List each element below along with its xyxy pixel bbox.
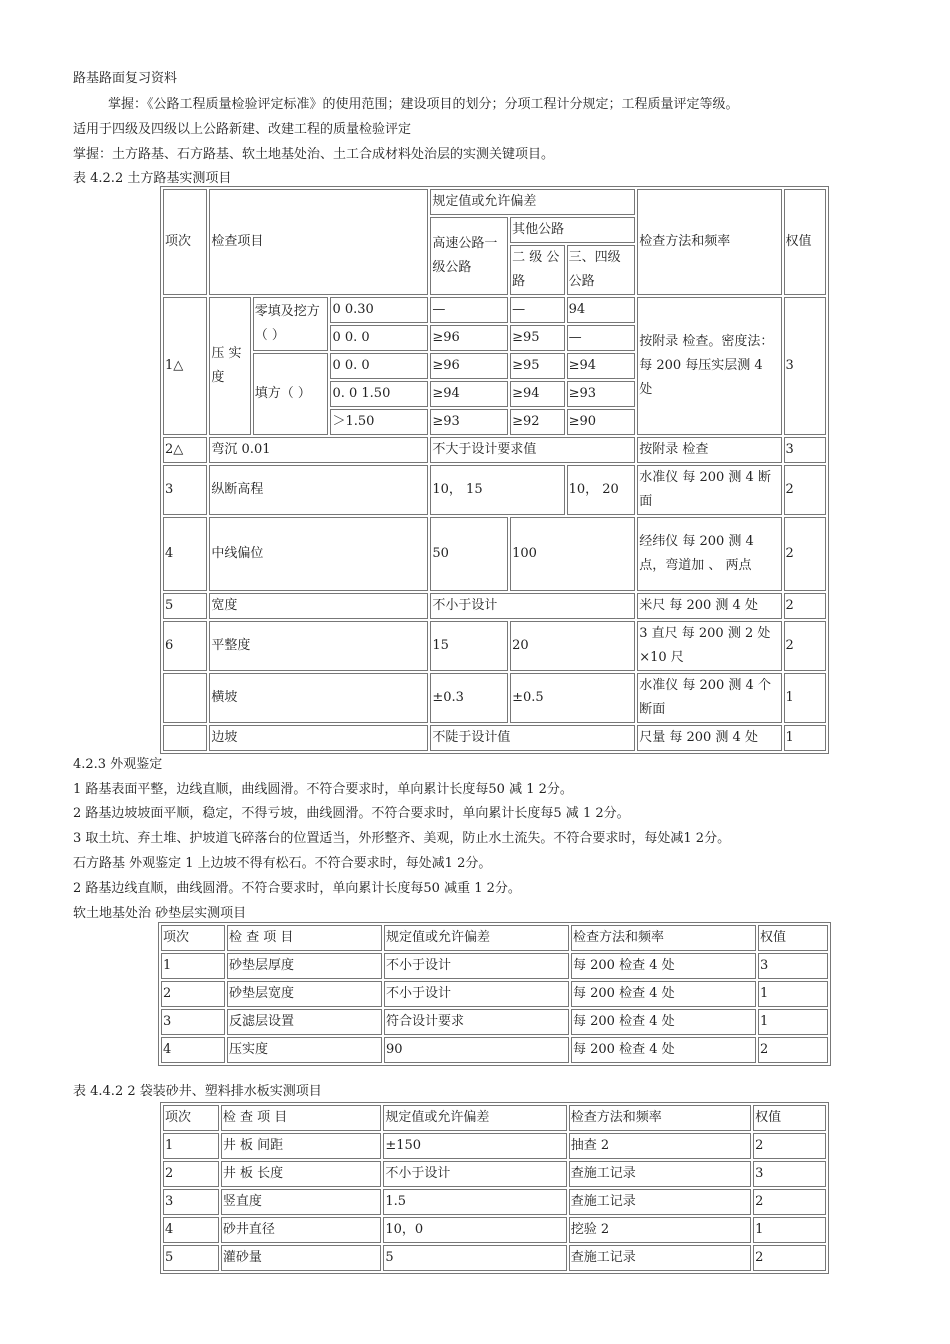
table-row — [163, 465, 826, 515]
cell: 砂垫层厚度 — [227, 953, 382, 979]
cell: 1 — [753, 1217, 826, 1243]
cell: 井 板 间距 — [221, 1133, 381, 1159]
row-spec-a: 15 — [430, 621, 508, 671]
cell: 4 — [161, 1037, 225, 1063]
cell: 2 — [753, 1189, 826, 1215]
row-spec-a: ±0.3 — [430, 673, 508, 723]
table-row — [163, 1245, 826, 1271]
row-weight: 1 — [784, 725, 826, 751]
compaction-g34: ≥93 — [567, 381, 636, 407]
header-item: 检查项目 — [209, 189, 428, 295]
row-seq: 3 — [163, 465, 207, 515]
row-item: 纵断高程 — [209, 465, 428, 515]
cell: 反滤层设置 — [227, 1009, 382, 1035]
cell: 井 板 长度 — [221, 1161, 381, 1187]
row-spec-b: 100 — [510, 517, 635, 591]
compaction-seq: 1△ — [163, 297, 207, 435]
row-item: 横坡 — [209, 673, 428, 723]
appearance-line: 石方路基 外观鉴定 1 上边坡不得有松石。不符合要求时，每处减1 2分。 — [73, 856, 492, 871]
row-item: 边坡 — [209, 725, 428, 751]
header-grade34: 三、四级公路 — [567, 245, 636, 295]
cell: 1.5 — [383, 1189, 566, 1215]
cell: 1 — [163, 1133, 219, 1159]
header-seq: 项次 — [161, 925, 225, 951]
row-method: 经纬仪 每 200 测 4 点，弯道加 、 两点 — [637, 517, 781, 591]
compaction-depth: 0 0.30 — [330, 297, 428, 323]
row-item: 中线偏位 — [209, 517, 428, 591]
cell: 砂井直径 — [221, 1217, 381, 1243]
row-seq — [163, 673, 207, 723]
row-seq: 6 — [163, 621, 207, 671]
header-weight: 权值 — [753, 1105, 826, 1131]
header-grade2: 二 级 公路 — [510, 245, 565, 295]
compaction-g2: ≥95 — [510, 353, 565, 379]
cell: 90 — [384, 1037, 569, 1063]
compaction-hw: ≥96 — [430, 353, 508, 379]
row-method: 米尺 每 200 测 4 处 — [637, 593, 781, 619]
header-weight: 权值 — [758, 925, 828, 951]
row-method: 3 直尺 每 200 测 2 处×10 尺 — [637, 621, 781, 671]
table-row — [163, 1133, 826, 1159]
cell: 每 200 检查 4 处 — [571, 1009, 756, 1035]
table-row — [161, 981, 828, 1007]
intro-line-3: 掌握：土方路基、石方路基、软土地基处治、土工合成材料处治层的实测关键项目。 — [73, 147, 555, 162]
appearance-line: 1 路基表面平整，边线直顺，曲线圆滑。不符合要求时，单向累计长度每50 减 1 2分。 — [73, 782, 573, 797]
doc-title: 路基路面复习资料 — [73, 71, 178, 86]
compaction-weight: 3 — [784, 297, 826, 435]
row-item: 弯沉 0.01 — [209, 437, 428, 463]
earth-subgrade-table — [160, 186, 829, 754]
cell: ±150 — [383, 1133, 566, 1159]
row-spec: 不小于设计 — [430, 593, 635, 619]
cell: 4 — [163, 1217, 219, 1243]
row-spec-a: 10， 15 — [430, 465, 564, 515]
table-row — [163, 593, 826, 619]
table-row — [163, 1161, 826, 1187]
compaction-cut: 零填及挖方（ ） — [253, 297, 329, 351]
cell: 10，0 — [383, 1217, 566, 1243]
compaction-hw: ≥93 — [430, 409, 508, 435]
header-spec: 规定值或允许偏差 — [384, 925, 569, 951]
cell: 2 — [161, 981, 225, 1007]
table-row — [163, 517, 826, 591]
table-header-row — [161, 925, 828, 951]
table2-caption: 软土地基处治 砂垫层实测项目 — [73, 906, 247, 921]
cell: 挖验 2 — [569, 1217, 751, 1243]
table-row — [163, 621, 826, 671]
cell: 3 — [161, 1009, 225, 1035]
row-seq: 2△ — [163, 437, 207, 463]
header-highway: 高速公路一级公路 — [430, 217, 508, 295]
header-seq: 项次 — [163, 189, 207, 295]
row-weight: 2 — [784, 593, 826, 619]
cell: 查施工记录 — [569, 1245, 751, 1271]
row-weight: 2 — [784, 517, 826, 591]
cell: 抽查 2 — [569, 1133, 751, 1159]
compaction-g2: ≥95 — [510, 325, 565, 351]
table1-caption: 表 4.2.2 土方路基实测项目 — [73, 171, 232, 186]
cell: 2 — [753, 1245, 826, 1271]
cell: 灌砂量 — [221, 1245, 381, 1271]
cell: 符合设计要求 — [384, 1009, 569, 1035]
row-seq — [163, 725, 207, 751]
row-spec-a: 50 — [430, 517, 508, 591]
cell: 5 — [383, 1245, 566, 1271]
compaction-g2: ≥94 — [510, 381, 565, 407]
header-method: 检查方法和频率 — [571, 925, 756, 951]
row-spec-b: 20 — [510, 621, 635, 671]
cell: 1 — [758, 1009, 828, 1035]
compaction-method: 按附录 检查。密度法：每 200 每压实层测 4 处 — [637, 297, 781, 435]
intro-line-1: 掌握：《公路工程质量检验评定标准》的使用范围；建设项目的划分；分项工程计分规定；工程质量评定等级。 — [108, 97, 739, 112]
compaction-depth: ＞1.50 — [330, 409, 428, 435]
header-item: 检 查 项 目 — [221, 1105, 381, 1131]
compaction-depth: 0. 0 1.50 — [330, 381, 428, 407]
cell: 不小于设计 — [383, 1161, 566, 1187]
cell: 竖直度 — [221, 1189, 381, 1215]
cell: 3 — [758, 953, 828, 979]
table-row — [161, 1037, 828, 1063]
row-weight: 1 — [784, 673, 826, 723]
row-seq: 4 — [163, 517, 207, 591]
table-row — [161, 1009, 828, 1035]
row-spec-b: 10， 20 — [567, 465, 636, 515]
row-spec-b: ±0.5 — [510, 673, 635, 723]
compaction-hw: — — [430, 297, 508, 323]
sand-cushion-table — [158, 922, 831, 1066]
cell: 压实度 — [227, 1037, 382, 1063]
row-weight: 2 — [784, 621, 826, 671]
cell: 3 — [753, 1161, 826, 1187]
cell: 1 — [161, 953, 225, 979]
cell: 每 200 检查 4 处 — [571, 953, 756, 979]
row-method: 水准仪 每 200 测 4 个断面 — [637, 673, 781, 723]
intro-line-2: 适用于四级及四级以上公路新建、改建工程的质量检验评定 — [73, 122, 412, 137]
row-method: 按附录 检查 — [637, 437, 781, 463]
cell: 2 — [758, 1037, 828, 1063]
row-method: 水准仪 每 200 测 4 断面 — [637, 465, 781, 515]
header-spec: 规定值或允许偏差 — [430, 189, 635, 215]
cell: 3 — [163, 1189, 219, 1215]
compaction-g2: ≥92 — [510, 409, 565, 435]
appearance-line: 3 取土坑、弃土堆、护坡道飞碎落台的位置适当，外形整齐、美观，防止水土流失。不符合要求时，每处减1 2分。 — [73, 831, 731, 846]
cell: 每 200 检查 4 处 — [571, 981, 756, 1007]
compaction-depth: 0 0. 0 — [330, 325, 428, 351]
header-method: 检查方法和频率 — [569, 1105, 751, 1131]
table-row — [163, 725, 826, 751]
compaction-g34: ≥90 — [567, 409, 636, 435]
table-header-row — [163, 1105, 826, 1131]
cell: 5 — [163, 1245, 219, 1271]
compaction-item: 压 实 度 — [209, 297, 250, 435]
appearance-line: 2 路基边坡坡面平顺，稳定，不得亏坡，曲线圆滑。不符合要求时，单向累计长度每5 减 1 2分。 — [73, 806, 630, 821]
header-item: 检 查 项 目 — [227, 925, 382, 951]
cell: 1 — [758, 981, 828, 1007]
header-seq: 项次 — [163, 1105, 219, 1131]
appearance-line: 2 路基边线直顺，曲线圆滑。不符合要求时，单向累计长度每50 减重 1 2分。 — [73, 881, 521, 896]
row-seq: 5 — [163, 593, 207, 619]
row-item: 宽度 — [209, 593, 428, 619]
cell: 不小于设计 — [384, 981, 569, 1007]
table-row — [161, 953, 828, 979]
table-row — [163, 673, 826, 723]
header-weight: 权值 — [784, 189, 826, 295]
row-spec: 不陡于设计值 — [430, 725, 635, 751]
header-method: 检查方法和频率 — [637, 189, 781, 295]
table-row — [163, 437, 826, 463]
compaction-g34: ≥94 — [567, 353, 636, 379]
table-row — [163, 1189, 826, 1215]
cell: 2 — [753, 1133, 826, 1159]
cell: 不小于设计 — [384, 953, 569, 979]
compaction-fill: 填方（ ） — [253, 353, 329, 435]
compaction-hw: ≥96 — [430, 325, 508, 351]
header-other: 其他公路 — [510, 217, 635, 243]
table-row — [163, 1217, 826, 1243]
row-item: 平整度 — [209, 621, 428, 671]
compaction-g2: — — [510, 297, 565, 323]
sand-well-table — [160, 1102, 829, 1274]
row-weight: 3 — [784, 437, 826, 463]
cell: 查施工记录 — [569, 1161, 751, 1187]
appearance-heading: 4.2.3 外观鉴定 — [73, 757, 163, 772]
row-weight: 2 — [784, 465, 826, 515]
row-method: 尺量 每 200 测 4 处 — [637, 725, 781, 751]
cell: 砂垫层宽度 — [227, 981, 382, 1007]
header-spec: 规定值或允许偏差 — [383, 1105, 566, 1131]
row-spec: 不大于设计要求值 — [430, 437, 635, 463]
compaction-g34: 94 — [567, 297, 636, 323]
compaction-depth: 0 0. 0 — [330, 353, 428, 379]
cell: 2 — [163, 1161, 219, 1187]
compaction-hw: ≥94 — [430, 381, 508, 407]
cell: 查施工记录 — [569, 1189, 751, 1215]
table3-caption: 表 4.4.2 2 袋装砂井、塑料排水板实测项目 — [73, 1084, 322, 1099]
cell: 每 200 检查 4 处 — [571, 1037, 756, 1063]
compaction-g34: — — [567, 325, 636, 351]
